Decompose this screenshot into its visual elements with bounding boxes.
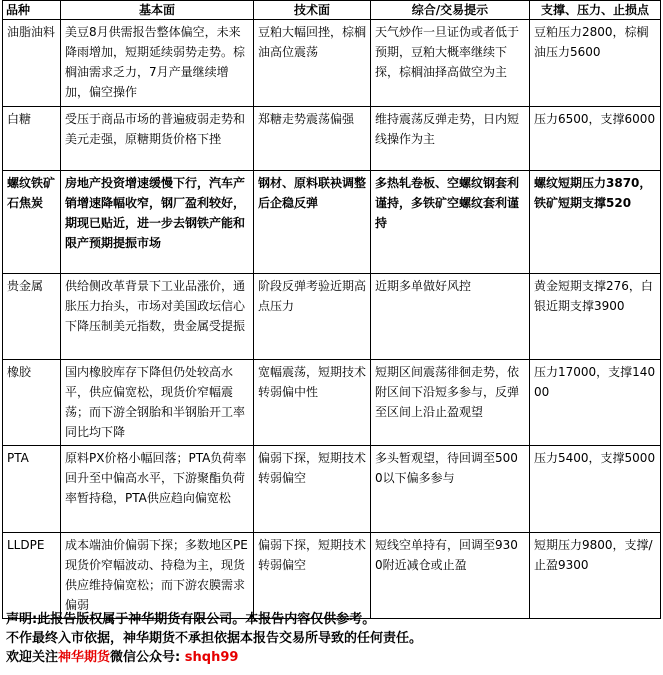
technical-cell: 宽幅震荡，短期技术转弱偏中性	[254, 360, 371, 446]
header-levels: 支撑、压力、止损点	[530, 1, 661, 20]
technical-cell: 钢材、原料联袂调整后企稳反弹	[254, 171, 371, 274]
advice-cell: 多热轧卷板、空螺纹钢套利谨持，多铁矿空螺纹套利谨持	[371, 171, 530, 274]
levels-cell: 豆粕压力2800，棕榈油压力5600	[530, 20, 661, 107]
technical-cell: 偏弱下探，短期技术转弱偏空	[254, 533, 371, 619]
variety-cell: 橡胶	[3, 360, 61, 446]
variety-cell: LLDPE	[3, 533, 61, 619]
levels-cell: 压力17000，支撑14000	[530, 360, 661, 446]
fundamental-cell: 美豆8月供需报告整体偏空，未来降雨增加，短期延续弱势走势。棕榈油需求乏力，7月产量继续增加，偏空操作	[61, 20, 254, 107]
levels-cell: 螺纹短期压力3870，铁矿短期支撑520	[530, 171, 661, 274]
levels-cell: 短期压力9800，支撑/止盈9300	[530, 533, 661, 619]
technical-cell: 豆粕大幅回挫，棕榈油高位震荡	[254, 20, 371, 107]
fundamental-cell: 成本端油价偏弱下探；多数地区PE现货价窄幅波动、持稳为主，现货供应维持偏宽松；而下游农膜需求偏弱	[61, 533, 254, 619]
technical-cell: 阶段反弹考验近期高点压力	[254, 274, 371, 360]
variety-cell: 白糖	[3, 107, 61, 171]
levels-cell: 压力6500，支撑6000	[530, 107, 661, 171]
advice-cell: 多头暂观望，待回调至5000以下偏多参与	[371, 446, 530, 533]
table-row	[3, 446, 661, 533]
advice-cell: 短期区间震荡徘徊走势，依附区间下沿短多参与，反弹至区间上沿止盈观望	[371, 360, 530, 446]
table-row	[3, 274, 661, 360]
fundamental-cell: 受压于商品市场的普遍疲弱走势和美元走强，原糖期货价格下挫	[61, 107, 254, 171]
levels-cell: 压力5400，支撑5000	[530, 446, 661, 533]
futures-report-table	[2, 0, 661, 619]
advice-cell: 天气炒作一旦证伪或者低于预期，豆粕大概率继续下探，棕榈油择高做空为主	[371, 20, 530, 107]
follow-prefix: 欢迎关注	[6, 650, 59, 665]
disclaimer-footer	[6, 610, 656, 667]
advice-cell: 近期多单做好风控	[371, 274, 530, 360]
fundamental-cell: 国内橡胶库存下降但仍处较高水平，供应偏宽松，现货价窄幅震荡；而下游全钢胎和半钢胎开工率同比均下降	[61, 360, 254, 446]
fundamental-cell: 供给侧改革背景下工业品涨价，通胀压力抬头，市场对美国政坛信心下降压制美元指数，贵金属受提振	[61, 274, 254, 360]
technical-cell: 偏弱下探，短期技术转弱偏空	[254, 446, 371, 533]
advice-cell: 短线空单持有，回调至9300附近减仓或止盈	[371, 533, 530, 619]
technical-cell: 郑糖走势震荡偏强	[254, 107, 371, 171]
table-row	[3, 107, 661, 171]
fundamental-cell: 原料PX价格小幅回落；PTA负荷率回升至中偏高水平，下游聚酯负荷率暂持稳，PTA供应趋向偏宽松	[61, 446, 254, 533]
table-row	[3, 20, 661, 107]
disclaimer-line-1: 声明:此报告版权属于神华期货有限公司。本报告内容仅供参考。	[6, 612, 376, 627]
variety-cell: 螺纹铁矿石焦炭	[3, 171, 61, 274]
header-variety: 品种	[3, 1, 61, 20]
follow-line	[6, 648, 656, 667]
brand-name: 神华期货	[58, 650, 111, 665]
header-fundamental: 基本面	[61, 1, 254, 20]
header-technical: 技术面	[254, 1, 371, 20]
fundamental-cell: 房地产投资增速缓慢下行，汽车产销增速降幅收窄，钢厂盈利较好，期现已贴近，进一步去钢铁产能和限产预期提振市场	[61, 171, 254, 274]
table-row	[3, 533, 661, 619]
variety-cell: PTA	[3, 446, 61, 533]
variety-cell: 油脂油料	[3, 20, 61, 107]
header-row	[3, 1, 661, 20]
table-row	[3, 171, 661, 274]
wechat-account: shqh99	[184, 650, 239, 665]
levels-cell: 黄金短期支撑276，白银近期支撑3900	[530, 274, 661, 360]
disclaimer-line-2: 不作最终入市依据，神华期货不承担依据本报告交易所导致的任何责任。	[6, 631, 423, 646]
follow-mid: 微信公众号:	[110, 650, 185, 665]
variety-cell: 贵金属	[3, 274, 61, 360]
table-row	[3, 360, 661, 446]
advice-cell: 维持震荡反弹走势，日内短线操作为主	[371, 107, 530, 171]
header-advice: 综合/交易提示	[371, 1, 530, 20]
